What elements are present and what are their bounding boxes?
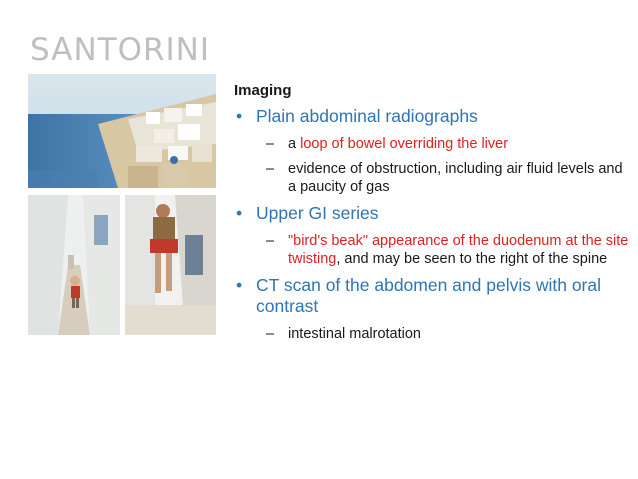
bullet-icon: •: [236, 203, 243, 223]
alley-photo-right: [125, 195, 216, 335]
bullet-plain-radiographs: [234, 106, 629, 127]
sub-item-birds-beak: [234, 232, 629, 268]
dash-icon: –: [266, 233, 275, 249]
alley-photo-right-art: [125, 195, 216, 335]
sub-item-bowel-loop: [234, 135, 629, 153]
alley-photo-left: [28, 195, 120, 335]
dash-icon: –: [266, 136, 275, 152]
brand-logo-text: SANTORINI: [30, 32, 210, 68]
imaging-content: [234, 82, 629, 350]
sub-item-text: intestinal malrotation: [288, 326, 421, 342]
bullet-text: Plain abdominal radiographs: [256, 106, 478, 126]
sub-item-malrotation: [234, 325, 629, 343]
alley-photo-left-art: [28, 195, 120, 335]
sub-item-text: evidence of obstruction, including air fluid levels and a paucity of gas: [288, 161, 623, 195]
sub-item-rest: , and may be seen to the right of the spine: [336, 251, 608, 267]
bullet-icon: •: [236, 106, 243, 126]
sub-item-prefix: a: [288, 136, 301, 152]
sub-item-highlight: loop of bowel overriding the liver: [300, 136, 509, 152]
bullet-text: Upper GI series: [256, 203, 379, 223]
dash-icon: –: [266, 161, 275, 177]
bullet-ct-scan: [234, 275, 629, 317]
bullet-upper-gi-series: [234, 203, 629, 224]
town-photo: [28, 74, 216, 188]
section-heading: Imaging: [234, 82, 292, 99]
sub-item-highlight: "bird's beak" appearance of the duodenum at the site twisting: [288, 233, 629, 267]
bullet-text: CT scan of the abdomen and pelvis with oral contrast: [256, 275, 602, 316]
bullet-icon: •: [236, 275, 243, 295]
town-photo-art: [28, 74, 216, 188]
sub-item-obstruction: [234, 160, 629, 196]
dash-icon: –: [266, 326, 275, 342]
